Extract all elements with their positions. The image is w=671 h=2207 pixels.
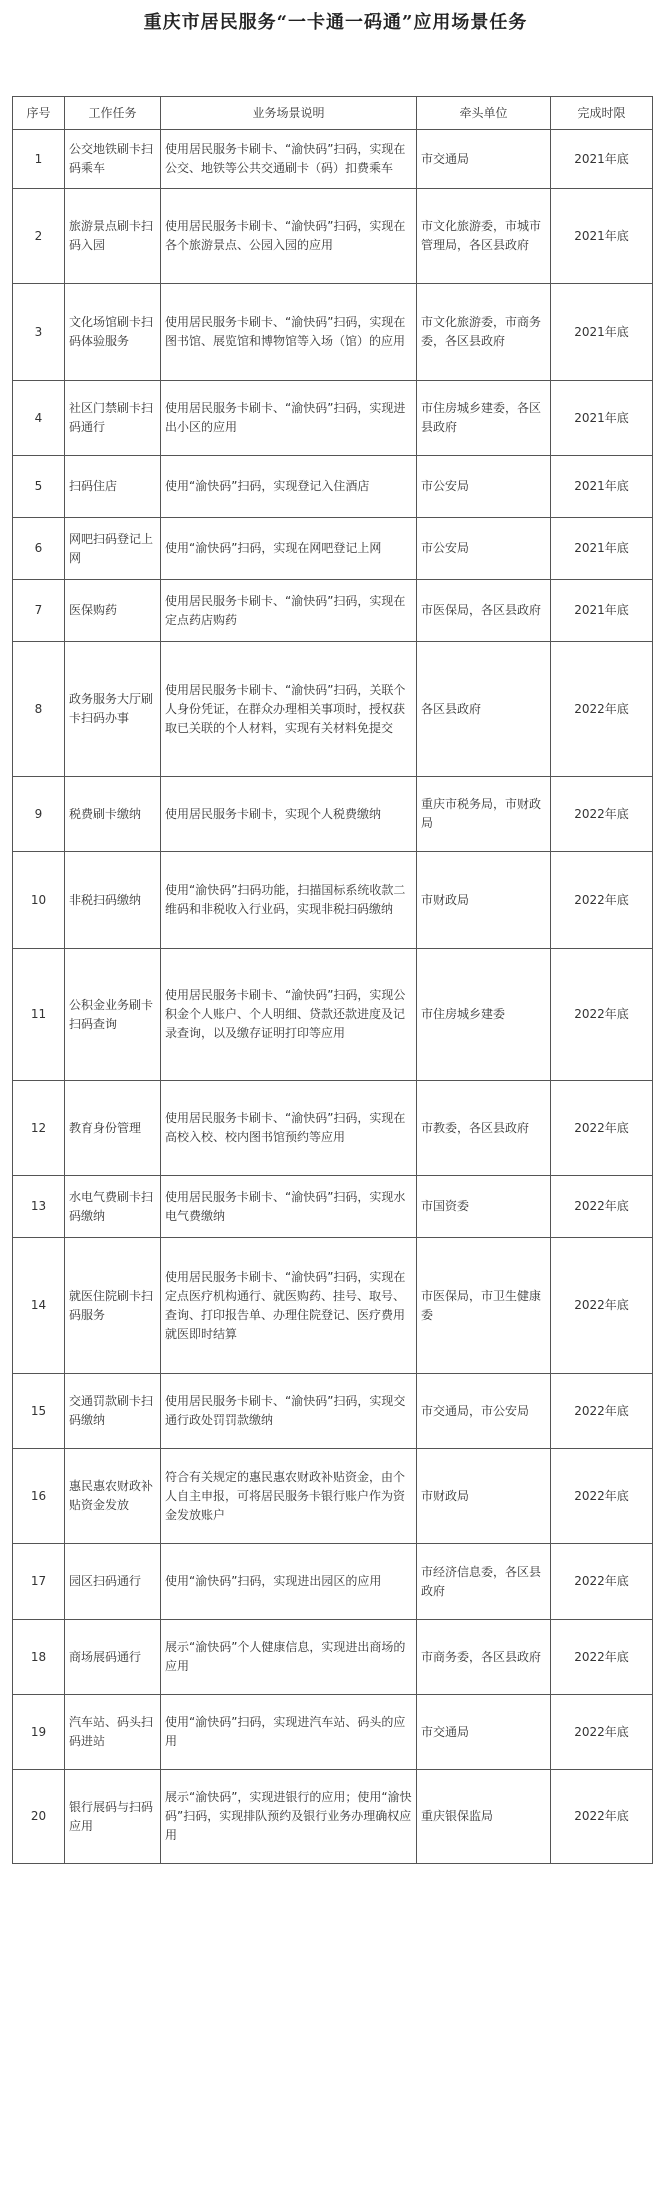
row-lead-unit: 市文化旅游委，市城市管理局，各区县政府: [417, 189, 551, 284]
table-row: [13, 1544, 653, 1620]
row-number: 14: [13, 1238, 65, 1374]
table-row: [13, 456, 653, 518]
row-deadline: 2021年底: [551, 381, 653, 456]
row-deadline: 2022年底: [551, 949, 653, 1081]
row-task: 非税扫码缴纳: [65, 852, 161, 949]
table-row: [13, 1620, 653, 1695]
row-task: 教育身份管理: [65, 1081, 161, 1176]
row-lead-unit: 市住房城乡建委: [417, 949, 551, 1081]
row-number: 17: [13, 1544, 65, 1620]
row-deadline: 2022年底: [551, 1620, 653, 1695]
row-task: 税费刷卡缴纳: [65, 777, 161, 852]
row-description: 使用居民服务卡刷卡、“渝快码”扫码，实现在各个旅游景点、公园入园的应用: [161, 189, 417, 284]
row-lead-unit: 市经济信息委，各区县政府: [417, 1544, 551, 1620]
row-deadline: 2022年底: [551, 777, 653, 852]
row-task: 园区扫码通行: [65, 1544, 161, 1620]
table-row: [13, 949, 653, 1081]
row-description: 使用居民服务卡刷卡、“渝快码”扫码，实现公积金个人账户、个人明细、贷款还款进度及记录查询，以及缴存证明打印等应用: [161, 949, 417, 1081]
row-deadline: 2022年底: [551, 1081, 653, 1176]
row-lead-unit: 市国资委: [417, 1176, 551, 1238]
row-number: 2: [13, 189, 65, 284]
column-header-task: 工作任务: [65, 97, 161, 130]
row-lead-unit: 市医保局，市卫生健康委: [417, 1238, 551, 1374]
table-row: [13, 1374, 653, 1449]
row-task: 政务服务大厅刷卡扫码办事: [65, 642, 161, 777]
row-task: 网吧扫码登记上网: [65, 518, 161, 580]
table-row: [13, 852, 653, 949]
row-lead-unit: 重庆银保监局: [417, 1770, 551, 1864]
row-number: 1: [13, 130, 65, 189]
row-task: 交通罚款刷卡扫码缴纳: [65, 1374, 161, 1449]
row-description: 使用“渝快码”扫码，实现登记入住酒店: [161, 456, 417, 518]
row-description: 使用居民服务卡刷卡、“渝快码”扫码，实现在定点医疗机构通行、就医购药、挂号、取号、查询、打印报告单、办理住院登记、医疗费用就医即时结算: [161, 1238, 417, 1374]
row-number: 7: [13, 580, 65, 642]
table-row: [13, 381, 653, 456]
row-number: 9: [13, 777, 65, 852]
table-row: [13, 284, 653, 381]
row-description: 使用居民服务卡刷卡，实现个人税费缴纳: [161, 777, 417, 852]
row-lead-unit: 市交通局，市公安局: [417, 1374, 551, 1449]
row-number: 15: [13, 1374, 65, 1449]
row-number: 19: [13, 1695, 65, 1770]
row-lead-unit: 市交通局: [417, 1695, 551, 1770]
row-deadline: 2022年底: [551, 1374, 653, 1449]
table-row: [13, 130, 653, 189]
row-task: 汽车站、码头扫码进站: [65, 1695, 161, 1770]
row-number: 16: [13, 1449, 65, 1544]
row-lead-unit: 市住房城乡建委，各区县政府: [417, 381, 551, 456]
row-description: 使用“渝快码”扫码，实现在网吧登记上网: [161, 518, 417, 580]
row-description: 使用居民服务卡刷卡、“渝快码”扫码，实现在高校入校、校内图书馆预约等应用: [161, 1081, 417, 1176]
row-description: 使用“渝快码”扫码，实现进汽车站、码头的应用: [161, 1695, 417, 1770]
row-number: 11: [13, 949, 65, 1081]
task-table: [12, 96, 653, 1864]
row-deadline: 2022年底: [551, 1544, 653, 1620]
row-deadline: 2021年底: [551, 456, 653, 518]
row-deadline: 2022年底: [551, 1695, 653, 1770]
column-header-lead-unit: 牵头单位: [417, 97, 551, 130]
row-description: 使用“渝快码”扫码功能，扫描国标系统收款二维码和非税收入行业码，实现非税扫码缴纳: [161, 852, 417, 949]
table-row: [13, 1081, 653, 1176]
row-description: 使用“渝快码”扫码，实现进出园区的应用: [161, 1544, 417, 1620]
table-row: [13, 1176, 653, 1238]
row-description: 展示“渝快码”个人健康信息，实现进出商场的应用: [161, 1620, 417, 1695]
row-task: 惠民惠农财政补贴资金发放: [65, 1449, 161, 1544]
row-description: 使用居民服务卡刷卡、“渝快码”扫码，实现水电气费缴纳: [161, 1176, 417, 1238]
row-description: 使用居民服务卡刷卡、“渝快码”扫码，关联个人身份凭证，在群众办理相关事项时，授权获取已关联的个人材料，实现有关材料免提交: [161, 642, 417, 777]
row-task: 公交地铁刷卡扫码乘车: [65, 130, 161, 189]
row-description: 符合有关规定的惠民惠农财政补贴资金，由个人自主申报，可将居民服务卡银行账户作为资金发放账户: [161, 1449, 417, 1544]
row-description: 使用居民服务卡刷卡、“渝快码”扫码，实现交通行政处罚罚款缴纳: [161, 1374, 417, 1449]
row-number: 5: [13, 456, 65, 518]
row-description: 使用居民服务卡刷卡、“渝快码”扫码，实现在定点药店购药: [161, 580, 417, 642]
row-deadline: 2021年底: [551, 189, 653, 284]
row-deadline: 2022年底: [551, 642, 653, 777]
row-number: 3: [13, 284, 65, 381]
table-row: [13, 642, 653, 777]
column-header-description: 业务场景说明: [161, 97, 417, 130]
row-task: 商场展码通行: [65, 1620, 161, 1695]
row-lead-unit: 市财政局: [417, 1449, 551, 1544]
row-lead-unit: 市医保局，各区县政府: [417, 580, 551, 642]
row-task: 公积金业务刷卡扫码查询: [65, 949, 161, 1081]
row-task: 银行展码与扫码应用: [65, 1770, 161, 1864]
row-number: 20: [13, 1770, 65, 1864]
row-task: 旅游景点刷卡扫码入园: [65, 189, 161, 284]
row-description: 使用居民服务卡刷卡、“渝快码”扫码，实现在图书馆、展览馆和博物馆等入场（馆）的应用: [161, 284, 417, 381]
row-lead-unit: 市财政局: [417, 852, 551, 949]
row-task: 就医住院刷卡扫码服务: [65, 1238, 161, 1374]
table-row: [13, 1238, 653, 1374]
row-lead-unit: 各区县政府: [417, 642, 551, 777]
row-deadline: 2021年底: [551, 284, 653, 381]
row-number: 18: [13, 1620, 65, 1695]
row-task: 社区门禁刷卡扫码通行: [65, 381, 161, 456]
row-deadline: 2022年底: [551, 852, 653, 949]
table-row: [13, 777, 653, 852]
row-task: 水电气费刷卡扫码缴纳: [65, 1176, 161, 1238]
row-number: 13: [13, 1176, 65, 1238]
row-description: 展示“渝快码”，实现进银行的应用；使用“渝快码”扫码，实现排队预约及银行业务办理确权应用: [161, 1770, 417, 1864]
column-header-number: 序号: [13, 97, 65, 130]
table-row: [13, 1449, 653, 1544]
table-row: [13, 1695, 653, 1770]
row-number: 8: [13, 642, 65, 777]
row-deadline: 2022年底: [551, 1238, 653, 1374]
table-row: [13, 580, 653, 642]
row-description: 使用居民服务卡刷卡、“渝快码”扫码，实现进出小区的应用: [161, 381, 417, 456]
row-deadline: 2022年底: [551, 1770, 653, 1864]
row-lead-unit: 市交通局: [417, 130, 551, 189]
row-number: 10: [13, 852, 65, 949]
row-lead-unit: 重庆市税务局，市财政局: [417, 777, 551, 852]
table-row: [13, 189, 653, 284]
row-lead-unit: 市教委，各区县政府: [417, 1081, 551, 1176]
row-task: 医保购药: [65, 580, 161, 642]
row-number: 4: [13, 381, 65, 456]
row-deadline: 2022年底: [551, 1176, 653, 1238]
table-row: [13, 518, 653, 580]
row-number: 6: [13, 518, 65, 580]
row-task: 文化场馆刷卡扫码体验服务: [65, 284, 161, 381]
row-lead-unit: 市公安局: [417, 456, 551, 518]
row-description: 使用居民服务卡刷卡、“渝快码”扫码，实现在公交、地铁等公共交通刷卡（码）扣费乘车: [161, 130, 417, 189]
row-number: 12: [13, 1081, 65, 1176]
row-task: 扫码住店: [65, 456, 161, 518]
row-lead-unit: 市公安局: [417, 518, 551, 580]
row-lead-unit: 市文化旅游委，市商务委，各区县政府: [417, 284, 551, 381]
row-deadline: 2021年底: [551, 518, 653, 580]
document-title: 重庆市居民服务“一卡通一码通”应用场景任务: [143, 12, 528, 33]
table-row: [13, 1770, 653, 1864]
column-header-deadline: 完成时限: [551, 97, 653, 130]
row-deadline: 2021年底: [551, 130, 653, 189]
row-deadline: 2021年底: [551, 580, 653, 642]
row-lead-unit: 市商务委，各区县政府: [417, 1620, 551, 1695]
row-deadline: 2022年底: [551, 1449, 653, 1544]
table-header-row: [13, 97, 653, 130]
